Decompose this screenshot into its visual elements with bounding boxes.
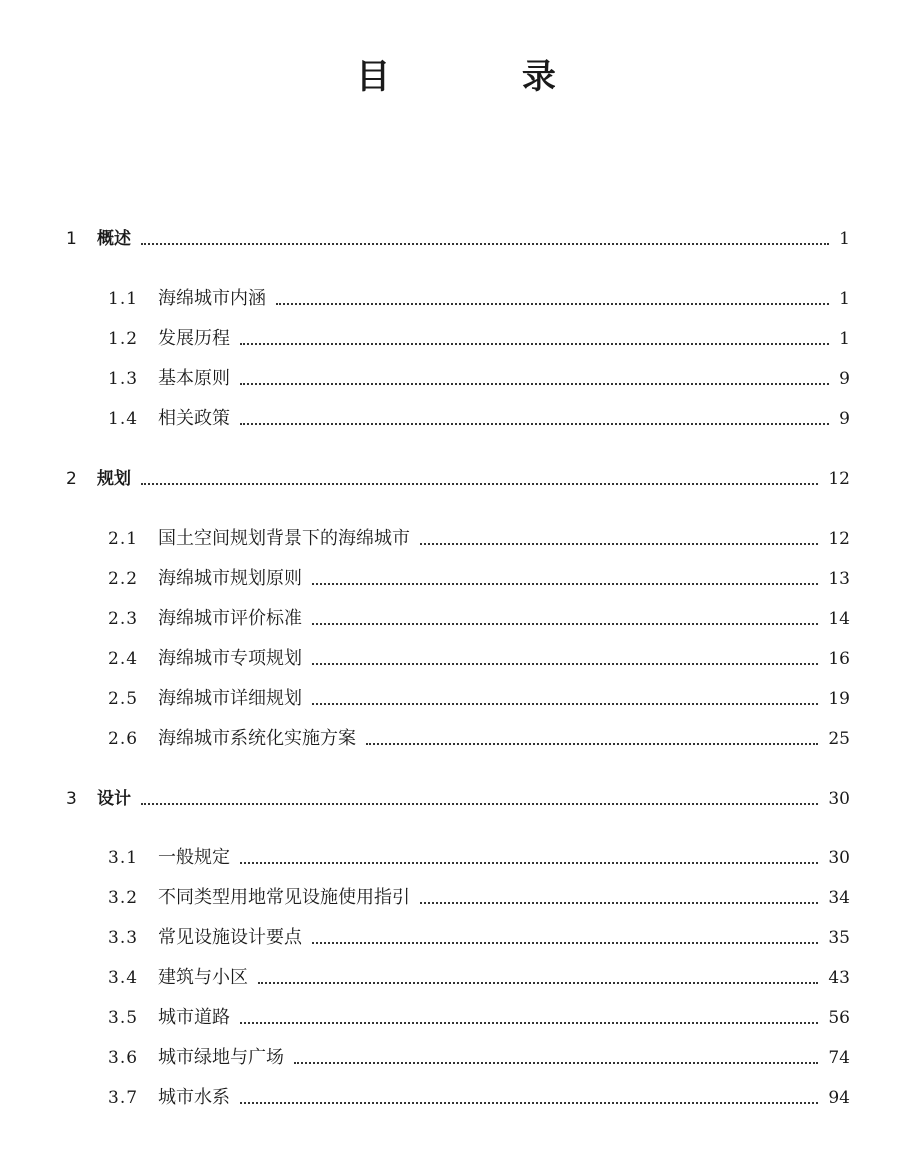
toc-page-number: 34: [828, 888, 850, 908]
toc-chapter-entry[interactable]: [0, 786, 912, 812]
toc-entry-title: 设计: [97, 789, 131, 809]
toc-page-number: 9: [839, 409, 850, 429]
toc-page-number: 12: [828, 529, 850, 549]
toc-page-number: 56: [828, 1008, 850, 1028]
toc-entry-number: 2.5: [108, 689, 139, 709]
toc-section-entry[interactable]: [0, 845, 912, 871]
toc-entry-title: 海绵城市规划原则: [158, 568, 302, 589]
toc-entry-number: 2.2: [108, 569, 139, 589]
toc-page-number: 19: [828, 689, 850, 709]
toc-dot-leader: [312, 942, 818, 944]
toc-entry-title: 相关政策: [158, 408, 230, 429]
toc-entry-title: 规划: [97, 469, 131, 489]
toc-entry-title: 概述: [97, 229, 131, 249]
toc-dot-leader: [366, 743, 818, 745]
toc-page-number: 1: [839, 329, 850, 349]
toc-section-entry[interactable]: [0, 726, 912, 752]
toc-entry-title: 城市水系: [158, 1087, 230, 1108]
toc-entry-title: 不同类型用地常见设施使用指引: [158, 887, 410, 908]
toc-entry-number: 3.4: [108, 968, 139, 988]
toc-page-number: 1: [839, 289, 850, 309]
toc-entry-number: 3: [66, 789, 77, 809]
toc-section-entry[interactable]: [0, 965, 912, 991]
toc-entry-title: 建筑与小区: [158, 967, 248, 988]
toc-section-entry[interactable]: [0, 526, 912, 552]
toc-entry-title: 城市绿地与广场: [158, 1047, 284, 1068]
toc-entry-title: 常见设施设计要点: [158, 927, 302, 948]
page-title: 目 录: [356, 57, 616, 97]
toc-entry-title: 城市道路: [158, 1007, 230, 1028]
toc-entry-title: 海绵城市专项规划: [158, 648, 302, 669]
toc-dot-leader: [240, 1102, 818, 1104]
toc-chapter-entry[interactable]: [0, 466, 912, 492]
toc-entry-number: 3.7: [108, 1088, 139, 1108]
toc-entry-number: 1.2: [108, 329, 139, 349]
toc-entry-number: 1.3: [108, 369, 139, 389]
toc-entry-number: 2.4: [108, 649, 139, 669]
toc-dot-leader: [312, 583, 818, 585]
toc-section-entry[interactable]: [0, 1085, 912, 1111]
toc-entry-number: 2.3: [108, 609, 139, 629]
toc-page-number: 1: [839, 229, 850, 249]
toc-dot-leader: [240, 862, 818, 864]
toc-entry-number: 3.2: [108, 888, 139, 908]
toc-entry-title: 一般规定: [158, 847, 230, 868]
toc-entry-title: 海绵城市内涵: [158, 288, 266, 309]
toc-entry-number: 1.4: [108, 409, 139, 429]
toc-section-entry[interactable]: [0, 646, 912, 672]
toc-entry-title: 海绵城市详细规划: [158, 688, 302, 709]
toc-dot-leader: [312, 623, 818, 625]
toc-entry-number: 3.5: [108, 1008, 139, 1028]
toc-entry-number: 2.1: [108, 529, 139, 549]
toc-dot-leader: [240, 1022, 818, 1024]
toc-dot-leader: [276, 303, 829, 305]
toc-section-entry[interactable]: [0, 1045, 912, 1071]
toc-entry-title: 海绵城市系统化实施方案: [158, 728, 356, 749]
toc-page-number: 9: [839, 369, 850, 389]
toc-chapter-entry[interactable]: [0, 226, 912, 252]
toc-dot-leader: [294, 1062, 818, 1064]
toc-dot-leader: [240, 343, 829, 345]
toc-section-entry[interactable]: [0, 366, 912, 392]
toc-dot-leader: [240, 383, 829, 385]
toc-page-number: 74: [828, 1048, 850, 1068]
toc-dot-leader: [141, 483, 818, 485]
toc-entry-number: 2: [66, 469, 77, 489]
toc-entry-number: 3.6: [108, 1048, 139, 1068]
toc-page-number: 13: [828, 569, 850, 589]
toc-section-entry[interactable]: [0, 606, 912, 632]
toc-entry-title: 基本原则: [158, 368, 230, 389]
toc-page-number: 94: [828, 1088, 850, 1108]
toc-dot-leader: [420, 543, 818, 545]
toc-entry-title: 海绵城市评价标准: [158, 608, 302, 629]
toc-dot-leader: [420, 902, 818, 904]
toc-entry-number: 2.6: [108, 729, 139, 749]
toc-page-number: 35: [828, 928, 850, 948]
toc-section-entry[interactable]: [0, 885, 912, 911]
toc-entry-number: 3.3: [108, 928, 139, 948]
toc-dot-leader: [312, 663, 818, 665]
toc-page-number: 30: [828, 789, 850, 809]
toc-dot-leader: [240, 423, 829, 425]
toc-section-entry[interactable]: [0, 566, 912, 592]
toc-page-number: 43: [828, 968, 850, 988]
toc-entry-title: 国土空间规划背景下的海绵城市: [158, 528, 410, 549]
toc-dot-leader: [141, 243, 829, 245]
toc-dot-leader: [258, 982, 818, 984]
toc-page-number: 25: [828, 729, 850, 749]
toc-entry-number: 3.1: [108, 848, 139, 868]
toc-dot-leader: [312, 703, 818, 705]
toc-section-entry[interactable]: [0, 406, 912, 432]
toc-section-entry[interactable]: [0, 1005, 912, 1031]
toc-entry-number: 1: [66, 229, 77, 249]
toc-section-entry[interactable]: [0, 286, 912, 312]
toc-section-entry[interactable]: [0, 326, 912, 352]
toc-entry-number: 1.1: [108, 289, 139, 309]
toc-section-entry[interactable]: [0, 686, 912, 712]
toc-dot-leader: [141, 803, 818, 805]
toc-page-number: 12: [828, 469, 850, 489]
toc-page-number: 16: [828, 649, 850, 669]
toc-page-number: 30: [828, 848, 850, 868]
toc-entry-title: 发展历程: [158, 328, 230, 349]
toc-page-number: 14: [828, 609, 850, 629]
toc-section-entry[interactable]: [0, 925, 912, 951]
